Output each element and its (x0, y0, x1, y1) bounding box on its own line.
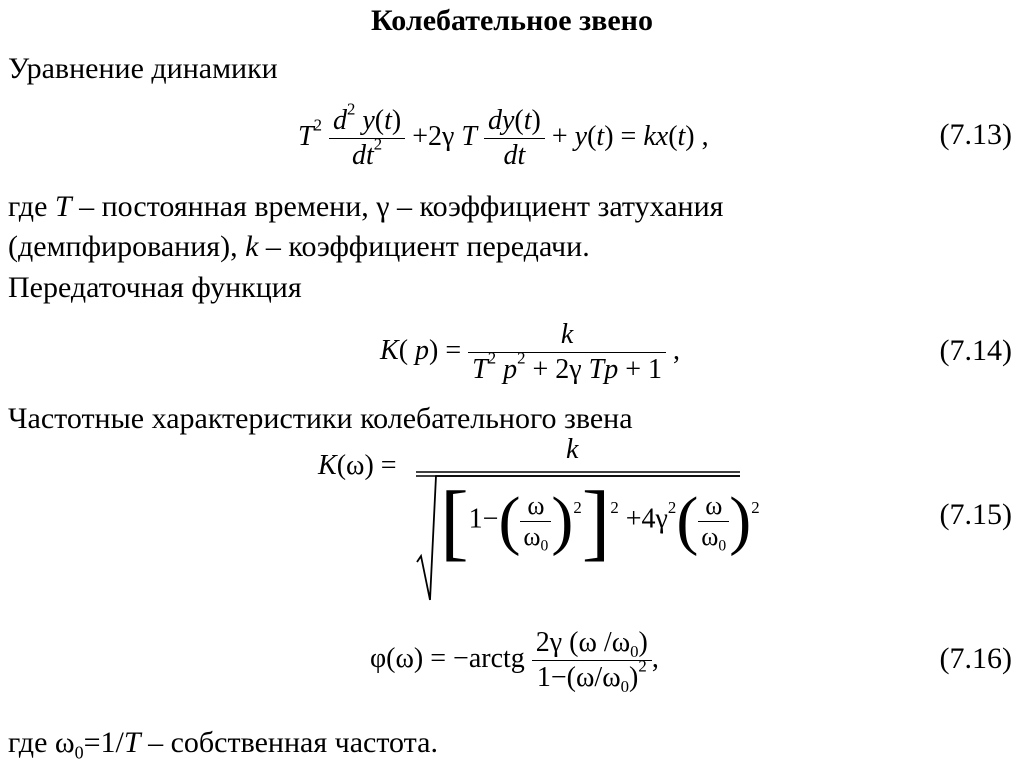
equation-7-16: φ(ω) = −arctg $\frac{2\gamma (\omega /\omega_0)}{1-(\omega/\omega_0)^2}$ , (370, 627, 659, 696)
equation-7-15-numerator: k (566, 434, 579, 465)
explanation-line-1: где T – постоянная времени, γ – коэффициент затухания (8, 190, 724, 223)
freq-heading: Частотные характеристики колебательного звена (8, 402, 633, 435)
transfer-heading: Передаточная функция (8, 271, 302, 304)
page-title: Колебательное звено (371, 4, 653, 37)
footer-note: где $\omega_0=1/T$ – собственная частота. (8, 726, 438, 763)
equation-number-7-14: (7.14) (939, 334, 1012, 367)
equation-7-13: $T^2$ $\frac{d^2 y(t)}{dt^2}$ +2γ T $\frac{dy(t)}{dt}$ + y(t) = kx(t) , (298, 99, 709, 171)
equation-number-7-13: (7.13) (939, 118, 1012, 151)
equation-number-7-16: (7.16) (939, 642, 1012, 675)
equation-7-15-lhs: K(ω) = (318, 450, 397, 481)
dynamics-heading: Уравнение динамики (8, 52, 278, 85)
equation-number-7-15: (7.15) (939, 498, 1012, 531)
explanation-line-2: (демпфирования), k – коэффициент передачи. (8, 230, 590, 263)
equation-7-14: K( p) = $\frac{k}{T^2 p^2 + 2\gamma Tp + 1}$ , (380, 319, 681, 385)
equation-7-15-denominator: [1−( $\frac{\omega}{\omega_0}$ )$^2]^2 +4\gamma^2$( $\frac{\omega}{\omega_0}$ )$^2$ (440, 473, 760, 569)
